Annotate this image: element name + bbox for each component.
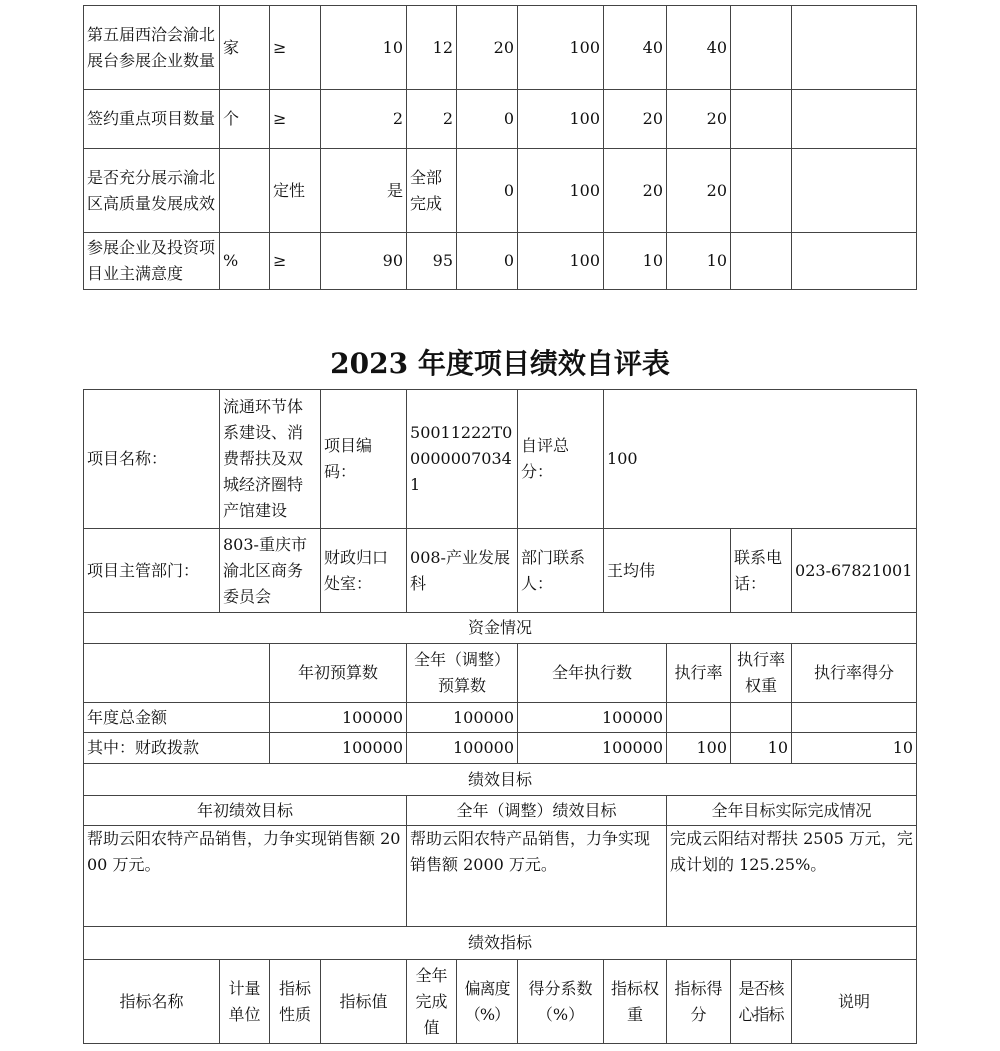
project-name: 流通环节体系建设、消费帮扶及双城经济圈特产馆建设 (220, 390, 321, 529)
finance-value: 008-产业发展科 (407, 529, 518, 613)
funds-initial: 100000 (270, 733, 407, 764)
indicator-nature: ≥ (270, 233, 321, 290)
indicator-coef: 100 (518, 90, 604, 149)
ind-header-actual: 全年完成值 (407, 960, 457, 1044)
indicator-deviation: 0 (457, 90, 518, 149)
phone-label: 联系电话： (731, 529, 792, 613)
table-row (84, 644, 917, 703)
indicator-name: 参展企业及投资项目业主满意度 (84, 233, 220, 290)
indicator-weight: 20 (604, 149, 667, 233)
indicator-name: 是否充分展示渝北区高质量发展成效 (84, 149, 220, 233)
funds-adjusted: 100000 (407, 733, 518, 764)
indicator-deviation: 0 (457, 233, 518, 290)
indicator-weight: 20 (604, 90, 667, 149)
indicator-coef: 100 (518, 233, 604, 290)
goal-initial: 帮助云阳农特产品销售，力争实现销售额 2000 万元。 (84, 826, 407, 927)
table-row (84, 233, 917, 290)
indicators-section-header: 绩效指标 (84, 927, 917, 960)
ind-header-deviation: 偏离度（%） (457, 960, 518, 1044)
indicator-core (731, 6, 792, 90)
funds-header-initial: 年初预算数 (270, 644, 407, 703)
indicator-value: 90 (321, 233, 407, 290)
ind-header-name: 指标名称 (84, 960, 220, 1044)
funds-header-adjusted: 全年（调整）预算数 (407, 644, 518, 703)
indicator-score: 10 (667, 233, 731, 290)
phone-value: 023-67821001 (792, 529, 917, 613)
table-row (84, 90, 917, 149)
total-score: 100 (604, 390, 917, 529)
indicator-unit: 个 (220, 90, 270, 149)
indicator-note (792, 233, 917, 290)
indicator-core (731, 149, 792, 233)
goals-header-actual: 全年目标实际完成情况 (667, 796, 917, 826)
indicator-actual: 全部完成 (407, 149, 457, 233)
funds-executed: 100000 (518, 703, 667, 733)
project-name-label: 项目名称： (84, 390, 220, 529)
funds-header-rate: 执行率 (667, 644, 731, 703)
page-title: 2023 年度项目绩效自评表 (330, 347, 670, 380)
indicator-name: 签约重点项目数量 (84, 90, 220, 149)
funds-header-weight: 执行率权重 (731, 644, 792, 703)
table-row (84, 927, 917, 960)
indicator-score: 40 (667, 6, 731, 90)
self-evaluation-table (83, 389, 917, 1044)
indicator-core (731, 233, 792, 290)
indicator-nature: 定性 (270, 149, 321, 233)
funds-rate: 100 (667, 733, 731, 764)
table-row (84, 613, 917, 644)
funds-row-label: 年度总金额 (84, 703, 270, 733)
indicator-table-continued (83, 5, 917, 290)
funds-header-executed: 全年执行数 (518, 644, 667, 703)
indicator-weight: 40 (604, 6, 667, 90)
indicator-value: 2 (321, 90, 407, 149)
funds-header-score: 执行率得分 (792, 644, 917, 703)
indicator-nature: ≥ (270, 6, 321, 90)
indicator-note (792, 149, 917, 233)
indicator-score: 20 (667, 90, 731, 149)
indicator-unit: % (220, 233, 270, 290)
indicator-note (792, 90, 917, 149)
indicator-deviation: 20 (457, 6, 518, 90)
goals-section-header: 绩效目标 (84, 764, 917, 796)
contact-label: 部门联系人： (518, 529, 604, 613)
table-row (84, 826, 917, 927)
funds-section-header: 资金情况 (84, 613, 917, 644)
funds-score (792, 703, 917, 733)
indicator-core (731, 90, 792, 149)
dept-value: 803-重庆市渝北区商务委员会 (220, 529, 321, 613)
ind-header-value: 指标值 (321, 960, 407, 1044)
total-score-label: 自评总分： (518, 390, 604, 529)
indicator-value: 是 (321, 149, 407, 233)
table-row (84, 529, 917, 613)
indicator-actual: 2 (407, 90, 457, 149)
indicator-coef: 100 (518, 149, 604, 233)
indicator-score: 20 (667, 149, 731, 233)
funds-adjusted: 100000 (407, 703, 518, 733)
indicator-unit (220, 149, 270, 233)
ind-header-unit: 计量单位 (220, 960, 270, 1044)
table-row (84, 733, 917, 764)
funds-header-blank (84, 644, 270, 703)
ind-header-weight: 指标权重 (604, 960, 667, 1044)
ind-header-note: 说明 (792, 960, 917, 1044)
indicator-deviation: 0 (457, 149, 518, 233)
table-row (84, 149, 917, 233)
table-row (84, 764, 917, 796)
indicator-coef: 100 (518, 6, 604, 90)
funds-score: 10 (792, 733, 917, 764)
funds-weight (731, 703, 792, 733)
funds-weight: 10 (731, 733, 792, 764)
indicator-value: 10 (321, 6, 407, 90)
goal-adjusted: 帮助云阳农特产品销售，力争实现销售额 2000 万元。 (407, 826, 667, 927)
table-row (84, 390, 917, 529)
table-row (84, 796, 917, 826)
ind-header-coef: 得分系数（%） (518, 960, 604, 1044)
indicator-note (792, 6, 917, 90)
table-row (84, 6, 917, 90)
funds-row-label: 其中：财政拨款 (84, 733, 270, 764)
goals-header-initial: 年初绩效目标 (84, 796, 407, 826)
indicator-nature: ≥ (270, 90, 321, 149)
indicator-unit: 家 (220, 6, 270, 90)
ind-header-score: 指标得分 (667, 960, 731, 1044)
funds-rate (667, 703, 731, 733)
goal-actual: 完成云阳结对帮扶 2505 万元，完成计划的 125.25%。 (667, 826, 917, 927)
project-code: 50011222T000000070341 (407, 390, 518, 529)
dept-label: 项目主管部门： (84, 529, 220, 613)
indicator-weight: 10 (604, 233, 667, 290)
contact-value: 王均伟 (604, 529, 731, 613)
funds-executed: 100000 (518, 733, 667, 764)
indicator-name: 第五届西洽会渝北展台参展企业数量 (84, 6, 220, 90)
goals-header-adjusted: 全年（调整）绩效目标 (407, 796, 667, 826)
table-row (84, 703, 917, 733)
indicator-actual: 12 (407, 6, 457, 90)
funds-initial: 100000 (270, 703, 407, 733)
indicator-actual: 95 (407, 233, 457, 290)
project-code-label: 项目编码： (321, 390, 407, 529)
ind-header-nature: 指标性质 (270, 960, 321, 1044)
finance-label: 财政归口处室： (321, 529, 407, 613)
ind-header-core: 是否核心指标 (731, 960, 792, 1044)
table-row (84, 960, 917, 1044)
